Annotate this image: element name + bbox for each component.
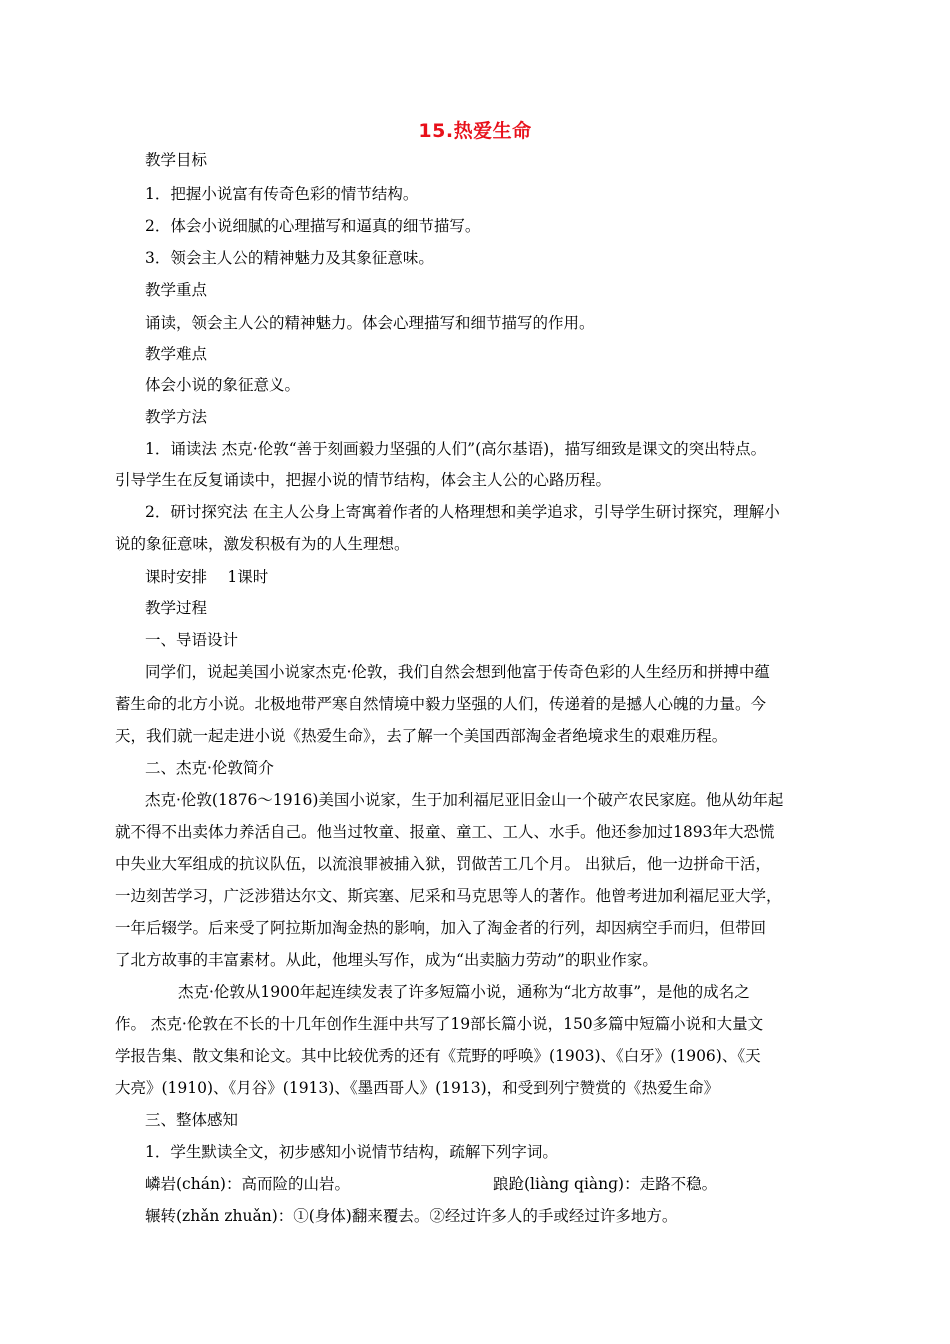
bio-line-6: 了北方故事的丰富素材。从此，他埋头写作，成为“出卖脑力劳动”的职业作家。 xyxy=(115,951,658,969)
works-line-3: 学报告集、散文集和论文。其中比较优秀的还有《荒野的呼唤》(1903)、《白牙》(1906)、《天 xyxy=(115,1047,761,1065)
works-line-1: 杰克·伦敦从1900年起连续发表了许多短篇小说，通称为“北方故事”，是他的成名之 xyxy=(178,983,750,1001)
intro-line-3: 天，我们就一起走进小说《热爱生命》，去了解一个美国西部淘金者绝境求生的艰难历程。 xyxy=(115,727,728,745)
document-title: 15.热爱生命 xyxy=(418,120,532,142)
vocab-item-3: 辗转(zhǎn zhuǎn)：①(身体)翻来覆去。②经过许多人的手或经过许多地方。 xyxy=(145,1207,678,1225)
intro-line-1: 同学们，说起美国小说家杰克·伦敦，我们自然会想到他富于传奇色彩的人生经历和拼搏中蕴 xyxy=(145,663,770,681)
works-line-4: 大亮》(1910)、《月谷》(1913)、《墨西哥人》(1913)，和受到列宁赞赏的《热爱生命》 xyxy=(115,1079,720,1097)
method-1-line-2: 引导学生在反复诵读中，把握小说的情节结构，体会主人公的心路历程。 xyxy=(115,471,612,489)
bio-line-4: 一边刻苦学习，广泛涉猎达尔文、斯宾塞、尼采和马克思等人的著作。他曾考进加利福尼亚大学， xyxy=(115,887,782,905)
heading-methods: 教学方法 xyxy=(145,408,208,426)
reading-task: 1．学生默读全文，初步感知小说情节结构，疏解下列字词。 xyxy=(145,1143,558,1161)
heading-objectives: 教学目标 xyxy=(145,151,208,169)
heading-key-points: 教学重点 xyxy=(145,281,208,299)
vocab-item-1: 嶙岩(chán)：高而险的山岩。 xyxy=(145,1175,350,1193)
method-2-line-1: 2．研讨探究法 在主人公身上寄寓着作者的人格理想和美学追求，引导学生研讨探究，理解小 xyxy=(145,503,780,521)
bio-line-5: 一年后辍学。后来受了阿拉斯加淘金热的影响，加入了淘金者的行列，却因病空手而归，但带回 xyxy=(115,919,767,937)
difficulties-text: 体会小说的象征意义。 xyxy=(145,376,301,394)
intro-line-2: 蓄生命的北方小说。北极地带严寒自然情境中毅力坚强的人们，传递着的是撼人心魄的力量。今 xyxy=(115,695,767,713)
objective-3: 3．领会主人公的精神魅力及其象征意味。 xyxy=(145,249,434,267)
section-1-heading: 一、导语设计 xyxy=(145,631,239,649)
schedule-text: 课时安排 1课时 xyxy=(145,568,269,586)
heading-process: 教学过程 xyxy=(145,599,208,617)
key-points-text: 诵读，领会主人公的精神魅力。体会心理描写和细节描写的作用。 xyxy=(145,314,595,332)
section-3-heading: 三、整体感知 xyxy=(145,1111,239,1129)
vocab-item-2: 踉跄(liànɡ qiànɡ)：走路不稳。 xyxy=(493,1175,718,1193)
bio-line-1: 杰克·伦敦(1876～1916)美国小说家，生于加利福尼亚旧金山一个破产农民家庭。他从幼年起 xyxy=(145,791,784,809)
method-2-line-2: 说的象征意味，激发积极有为的人生理想。 xyxy=(115,535,410,553)
works-line-2: 作。 杰克·伦敦在不长的十几年创作生涯中共写了19部长篇小说，150多篇中短篇小说和大量文 xyxy=(115,1015,764,1033)
bio-line-2: 就不得不出卖体力养活自己。他当过牧童、报童、童工、工人、水手。他还参加过1893年大恐慌 xyxy=(115,823,775,841)
objective-2: 2．体会小说细腻的心理描写和逼真的细节描写。 xyxy=(145,217,481,235)
bio-line-3: 中失业大军组成的抗议队伍，以流浪罪被捕入狱，罚做苦工几个月。 出狱后，他一边拼命干活， xyxy=(115,855,771,873)
section-2-heading: 二、杰克·伦敦简介 xyxy=(145,759,274,777)
objective-1: 1．把握小说富有传奇色彩的情节结构。 xyxy=(145,185,419,203)
heading-difficulties: 教学难点 xyxy=(145,345,208,363)
method-1-line-1: 1．诵读法 杰克·伦敦“善于刻画毅力坚强的人们”(高尔基语)，描写细致是课文的突出特点。 xyxy=(145,440,767,458)
